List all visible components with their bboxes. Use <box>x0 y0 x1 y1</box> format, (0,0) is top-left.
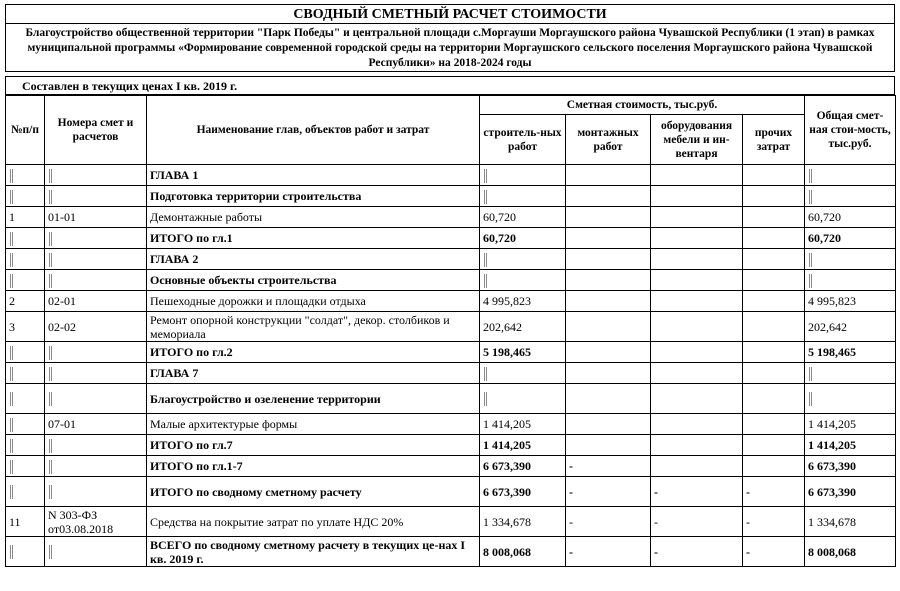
header-estimates: Номера смет и расчетов <box>45 96 147 165</box>
cell-name-text: Благоустройство и озеленение территории <box>150 391 381 406</box>
cell-equipment <box>651 507 743 537</box>
cell-total-text: 4 995,823 <box>808 293 856 308</box>
cell-estimate-text: N 303-ФЗ от03.08.2018 <box>48 507 114 536</box>
empty-cell-marker <box>10 169 13 183</box>
cell-equipment <box>651 477 743 507</box>
table-row <box>6 537 896 567</box>
cell-name-text: Демонтажные работы <box>150 209 263 224</box>
cell-equipment <box>651 312 743 342</box>
cell-total <box>805 507 896 537</box>
cell-total <box>805 537 896 567</box>
cell-construction <box>480 312 566 342</box>
empty-cell-marker <box>10 190 13 204</box>
cell-num-text: 1 <box>9 209 15 224</box>
cell-estimate <box>45 249 147 270</box>
cell-other <box>743 186 805 207</box>
cell-total <box>805 414 896 435</box>
table-row <box>6 384 896 414</box>
cell-estimate <box>45 165 147 186</box>
document-subtitle: Благоустройство общественной территории "Парк Победы" и центральной площади с.Моргауши Моргаушского района Чувашской Республики (1 этап) в рамках муниципальной программы «Формирование современной городской среды на территории Моргаушского сельского поселения Моргаушского района Чувашской Республики» на 2018-2024 годы <box>5 24 895 72</box>
cell-estimate <box>45 207 147 228</box>
cell-name <box>147 270 480 291</box>
cell-equipment <box>651 207 743 228</box>
cell-estimate <box>45 186 147 207</box>
cell-name-text: Ремонт опорной конструкции "солдат", декор. столбиков и мемориала <box>150 312 450 341</box>
cell-total-text: 5 198,465 <box>808 344 856 359</box>
cell-name <box>147 456 480 477</box>
cell-name-text: ГЛАВА 1 <box>150 167 199 182</box>
cell-construction-text: 5 198,465 <box>483 344 531 359</box>
cell-total <box>805 165 896 186</box>
cell-estimate-text: 01-01 <box>48 209 76 224</box>
cell-other <box>743 384 805 414</box>
empty-cell-marker <box>49 274 52 288</box>
empty-cell-marker <box>809 190 812 204</box>
empty-cell-marker <box>809 274 812 288</box>
empty-cell-marker <box>49 485 52 499</box>
cell-name <box>147 363 480 384</box>
header-installation: монтажных работ <box>566 115 651 165</box>
cell-total-text: 60,720 <box>808 230 841 245</box>
cell-name <box>147 291 480 312</box>
empty-cell-marker <box>10 418 13 432</box>
cell-num <box>6 414 45 435</box>
cell-installation-text: - <box>569 514 573 529</box>
table-row <box>6 414 896 435</box>
cell-num <box>6 207 45 228</box>
header-name: Наименование глав, объектов работ и затрат <box>147 96 480 165</box>
cell-total <box>805 312 896 342</box>
table-row <box>6 291 896 312</box>
cell-total-text: 60,720 <box>808 209 841 224</box>
cell-estimate-text: 07-01 <box>48 416 76 431</box>
cell-equipment <box>651 270 743 291</box>
header-construction: строитель-ных работ <box>480 115 566 165</box>
cell-construction-text: 60,720 <box>483 209 516 224</box>
empty-cell-marker <box>49 392 52 406</box>
cell-name <box>147 537 480 567</box>
empty-cell-marker <box>10 367 13 381</box>
cell-other <box>743 249 805 270</box>
cell-num <box>6 228 45 249</box>
cell-name-text: ВСЕГО по сводному сметному расчету в текущих це-нах I кв. 2019 г. <box>150 537 466 566</box>
cell-installation-text: - <box>569 484 573 499</box>
cell-installation <box>566 186 651 207</box>
cell-total <box>805 435 896 456</box>
table-row <box>6 477 896 507</box>
cell-name <box>147 186 480 207</box>
cell-name-text: ГЛАВА 7 <box>150 365 199 380</box>
cell-total-text: 1 334,678 <box>808 514 856 529</box>
cell-name-text: Пешеходные дорожки и площадки отдыха <box>150 293 366 308</box>
cell-construction <box>480 207 566 228</box>
empty-cell-marker <box>10 392 13 406</box>
cell-name-text: ИТОГО по сводному сметному расчету <box>150 484 362 499</box>
cell-name-text: ГЛАВА 2 <box>150 251 199 266</box>
cell-total <box>805 249 896 270</box>
cell-name <box>147 477 480 507</box>
cell-total <box>805 186 896 207</box>
cell-construction-text: 6 673,390 <box>483 458 531 473</box>
empty-cell-marker <box>49 439 52 453</box>
cell-installation <box>566 414 651 435</box>
cell-construction-text: 6 673,390 <box>483 484 531 499</box>
cell-name <box>147 228 480 249</box>
estimate-table <box>5 95 896 567</box>
cell-name <box>147 207 480 228</box>
header-total: Общая смет-ная стои-мость, тыс.руб. <box>805 96 896 165</box>
cell-other <box>743 165 805 186</box>
cell-construction-text: 4 995,823 <box>483 293 531 308</box>
cell-total <box>805 207 896 228</box>
cell-other <box>743 270 805 291</box>
cell-name <box>147 165 480 186</box>
empty-cell-marker <box>484 190 487 204</box>
table-row <box>6 435 896 456</box>
empty-cell-marker <box>809 169 812 183</box>
cell-installation <box>566 384 651 414</box>
table-row <box>6 228 896 249</box>
cell-total-text: 8 008,068 <box>808 544 856 559</box>
cell-other <box>743 537 805 567</box>
cell-total-text: 1 414,205 <box>808 437 856 452</box>
table-row <box>6 507 896 537</box>
cell-equipment <box>651 186 743 207</box>
empty-cell-marker <box>484 253 487 267</box>
cell-num <box>6 291 45 312</box>
cell-estimate <box>45 477 147 507</box>
cell-installation <box>566 291 651 312</box>
cell-num <box>6 384 45 414</box>
cell-construction <box>480 456 566 477</box>
cell-construction <box>480 507 566 537</box>
empty-cell-marker <box>484 169 487 183</box>
empty-cell-marker <box>10 460 13 474</box>
cell-construction <box>480 363 566 384</box>
cell-other <box>743 456 805 477</box>
cell-construction <box>480 291 566 312</box>
cell-total <box>805 456 896 477</box>
cell-installation <box>566 435 651 456</box>
cell-name <box>147 249 480 270</box>
table-row <box>6 249 896 270</box>
empty-cell-marker <box>49 460 52 474</box>
cell-total <box>805 477 896 507</box>
cell-other <box>743 228 805 249</box>
cell-name <box>147 384 480 414</box>
cell-total <box>805 342 896 363</box>
cell-construction <box>480 342 566 363</box>
cell-construction-text: 1 414,205 <box>483 416 531 431</box>
cell-installation <box>566 537 651 567</box>
cell-estimate-text: 02-02 <box>48 319 76 334</box>
cell-construction <box>480 435 566 456</box>
table-row <box>6 186 896 207</box>
cell-other <box>743 414 805 435</box>
cell-name-text: ИТОГО по гл.1-7 <box>150 458 243 473</box>
header-equipment: оборудования мебели и ин-вентаря <box>651 115 743 165</box>
cell-estimate <box>45 270 147 291</box>
cell-construction-text: 202,642 <box>483 319 522 334</box>
cell-installation <box>566 456 651 477</box>
cell-other <box>743 477 805 507</box>
empty-cell-marker <box>10 485 13 499</box>
cell-construction-text: 1 334,678 <box>483 514 531 529</box>
cell-estimate <box>45 228 147 249</box>
cell-equipment-text: - <box>654 484 658 499</box>
cell-construction-text: 60,720 <box>483 230 516 245</box>
cell-num <box>6 270 45 291</box>
cell-num-text: 2 <box>9 293 15 308</box>
cell-num <box>6 363 45 384</box>
table-row <box>6 312 896 342</box>
cell-estimate <box>45 342 147 363</box>
cell-total-text: 6 673,390 <box>808 458 856 473</box>
empty-cell-marker <box>10 346 13 360</box>
cell-other <box>743 312 805 342</box>
cell-estimate <box>45 384 147 414</box>
cell-name-text: ИТОГО по гл.1 <box>150 230 233 245</box>
cell-other <box>743 435 805 456</box>
table-row <box>6 363 896 384</box>
cell-installation <box>566 207 651 228</box>
cell-num-text: 11 <box>9 514 21 529</box>
cell-num <box>6 507 45 537</box>
cell-construction <box>480 249 566 270</box>
cell-equipment <box>651 435 743 456</box>
cell-estimate <box>45 291 147 312</box>
header-other: прочих затрат <box>743 115 805 165</box>
cell-equipment <box>651 228 743 249</box>
cell-num <box>6 477 45 507</box>
cell-construction <box>480 477 566 507</box>
empty-cell-marker <box>49 169 52 183</box>
cell-name-text: ИТОГО по гл.7 <box>150 437 233 452</box>
empty-cell-marker <box>484 274 487 288</box>
cell-construction-text: 1 414,205 <box>483 437 531 452</box>
table-row <box>6 456 896 477</box>
cell-equipment <box>651 537 743 567</box>
cell-num <box>6 165 45 186</box>
cell-total <box>805 270 896 291</box>
cell-name <box>147 312 480 342</box>
empty-cell-marker <box>49 253 52 267</box>
cell-num <box>6 312 45 342</box>
cell-installation <box>566 270 651 291</box>
cell-installation <box>566 507 651 537</box>
cell-installation <box>566 228 651 249</box>
cell-total-text: 202,642 <box>808 319 847 334</box>
cell-total <box>805 363 896 384</box>
cell-name <box>147 435 480 456</box>
cell-num <box>6 186 45 207</box>
header-cost-group: Сметная стоимость, тыс.руб. <box>480 96 805 115</box>
cell-total-text: 6 673,390 <box>808 484 856 499</box>
cell-other <box>743 207 805 228</box>
cell-installation <box>566 312 651 342</box>
cell-total <box>805 384 896 414</box>
cell-installation <box>566 165 651 186</box>
cell-name-text: Подготовка территории строительства <box>150 188 362 203</box>
cell-construction <box>480 186 566 207</box>
empty-cell-marker <box>49 346 52 360</box>
cell-other-text: - <box>746 544 750 559</box>
cell-equipment <box>651 249 743 270</box>
cell-equipment <box>651 363 743 384</box>
cell-name-text: Малые архитектурые формы <box>150 416 298 431</box>
empty-cell-marker <box>809 253 812 267</box>
cell-construction <box>480 384 566 414</box>
cell-construction <box>480 228 566 249</box>
empty-cell-marker <box>484 367 487 381</box>
cell-construction <box>480 165 566 186</box>
cell-installation <box>566 363 651 384</box>
cell-other <box>743 363 805 384</box>
cell-num <box>6 249 45 270</box>
empty-cell-marker <box>484 392 487 406</box>
cell-other <box>743 507 805 537</box>
empty-cell-marker <box>10 545 13 559</box>
cell-name-text: Основные объекты строительства <box>150 272 337 287</box>
cell-equipment <box>651 414 743 435</box>
empty-cell-marker <box>10 253 13 267</box>
cell-equipment-text: - <box>654 514 658 529</box>
table-row <box>6 270 896 291</box>
table-row <box>6 342 896 363</box>
table-row <box>6 165 896 186</box>
empty-cell-marker <box>49 367 52 381</box>
cell-other-text: - <box>746 484 750 499</box>
cell-estimate <box>45 456 147 477</box>
empty-cell-marker <box>49 232 52 246</box>
cell-other <box>743 291 805 312</box>
cell-total <box>805 291 896 312</box>
cell-installation <box>566 249 651 270</box>
cell-installation <box>566 477 651 507</box>
cell-estimate <box>45 363 147 384</box>
cell-name <box>147 342 480 363</box>
table-row <box>6 207 896 228</box>
cell-name-text: Средства на покрытие затрат по уплате НДС 20% <box>150 514 404 529</box>
cell-equipment <box>651 342 743 363</box>
empty-cell-marker <box>809 367 812 381</box>
cell-estimate-text: 02-01 <box>48 293 76 308</box>
cell-name <box>147 414 480 435</box>
document-title: СВОДНЫЙ СМЕТНЫЙ РАСЧЕТ СТОИМОСТИ <box>5 4 895 24</box>
cell-num-text: 3 <box>9 319 15 334</box>
cell-num <box>6 435 45 456</box>
empty-cell-marker <box>10 439 13 453</box>
cell-num <box>6 456 45 477</box>
cell-total-text: 1 414,205 <box>808 416 856 431</box>
table-body <box>6 165 896 567</box>
cell-equipment <box>651 291 743 312</box>
cell-construction <box>480 414 566 435</box>
cell-installation-text: - <box>569 458 573 473</box>
cell-equipment <box>651 384 743 414</box>
cell-other <box>743 342 805 363</box>
composed-prices-note: Составлен в текущих ценах I кв. 2019 г. <box>5 76 895 95</box>
empty-cell-marker <box>49 190 52 204</box>
cell-construction <box>480 270 566 291</box>
header-num: №п/п <box>6 96 45 165</box>
cell-name <box>147 507 480 537</box>
cell-estimate <box>45 435 147 456</box>
cell-estimate <box>45 414 147 435</box>
cell-equipment <box>651 165 743 186</box>
cell-installation <box>566 342 651 363</box>
cell-name-text: ИТОГО по гл.2 <box>150 344 233 359</box>
empty-cell-marker <box>809 392 812 406</box>
cell-estimate <box>45 312 147 342</box>
cell-construction-text: 8 008,068 <box>483 544 531 559</box>
cell-installation-text: - <box>569 544 573 559</box>
empty-cell-marker <box>10 274 13 288</box>
cell-equipment-text: - <box>654 544 658 559</box>
empty-cell-marker <box>10 232 13 246</box>
cell-num <box>6 537 45 567</box>
cell-estimate <box>45 537 147 567</box>
cell-other-text: - <box>746 514 750 529</box>
empty-cell-marker <box>49 545 52 559</box>
cell-num <box>6 342 45 363</box>
cell-construction <box>480 537 566 567</box>
cell-estimate <box>45 507 147 537</box>
cell-equipment <box>651 456 743 477</box>
cell-total <box>805 228 896 249</box>
